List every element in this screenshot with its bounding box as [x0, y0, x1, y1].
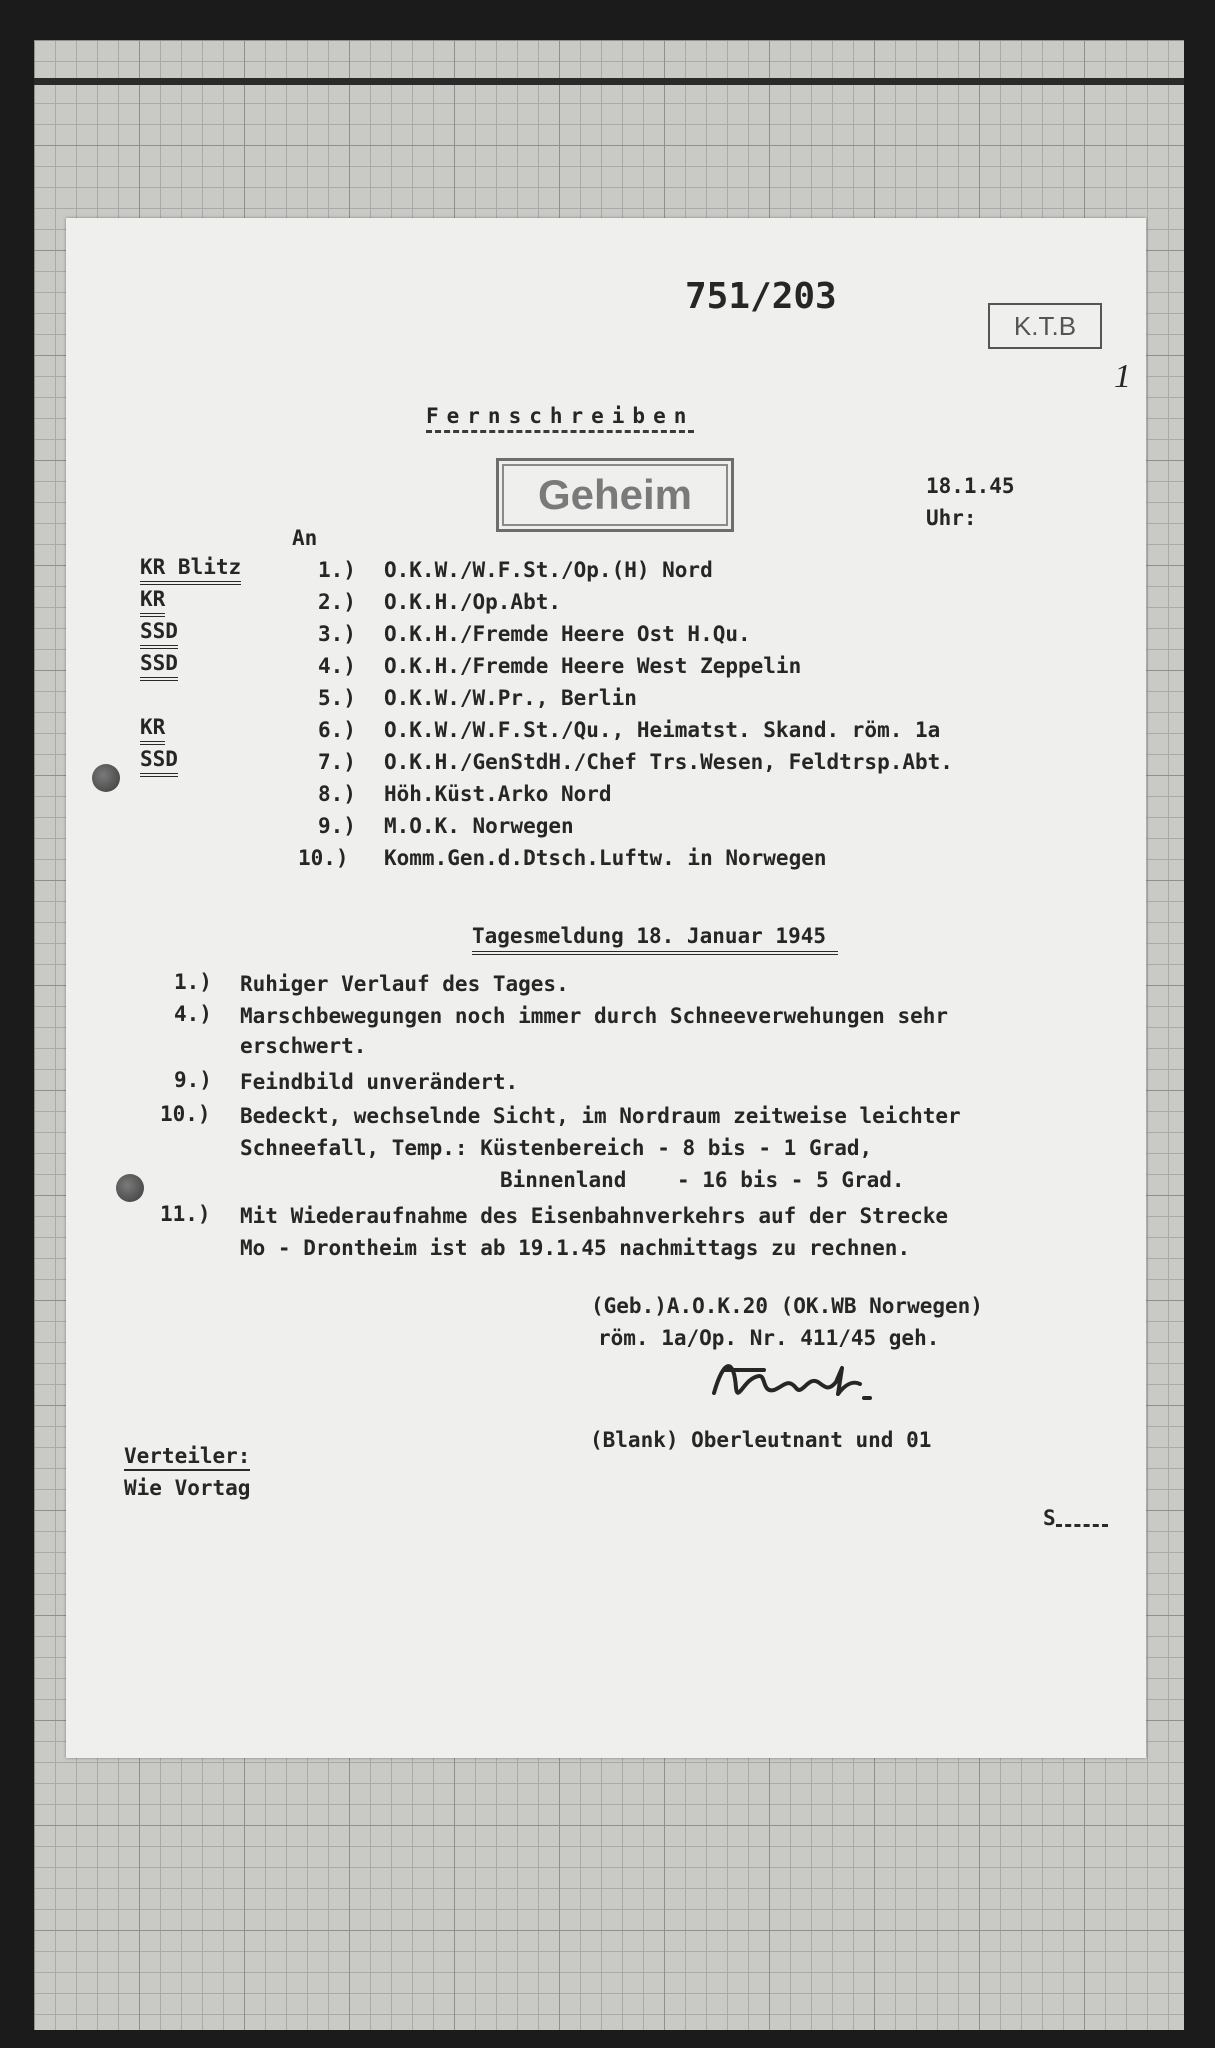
item-text: erschwert.	[240, 1034, 367, 1058]
recipient-number: 7.)	[318, 750, 356, 774]
item-number: 4.)	[174, 1002, 212, 1026]
priority-code: KR Blitz	[140, 555, 241, 585]
priority-code: SSD	[140, 619, 178, 649]
recipient: O.K.H./Fremde Heere Ost H.Qu.	[384, 622, 751, 646]
priority-code: SSD	[140, 747, 178, 777]
sender-unit: (Geb.)A.O.K.20 (OK.WB Norwegen)	[591, 1294, 983, 1318]
initial-line	[1056, 1524, 1108, 1527]
item-text: Binnenland - 16 bis - 5 Grad.	[500, 1168, 905, 1192]
handwritten-signature	[704, 1348, 904, 1418]
priority-code: KR	[140, 587, 165, 617]
sender-reference: röm. 1a/Op. Nr. 411/45 geh.	[598, 1326, 940, 1350]
item-number: 10.)	[160, 1102, 211, 1126]
time-label: Uhr:	[926, 506, 977, 530]
punch-hole	[92, 764, 120, 792]
recipient-number: 9.)	[318, 814, 356, 838]
item-number: 9.)	[174, 1068, 212, 1092]
recipient: O.K.H./GenStdH./Chef Trs.Wesen, Feldtrsp.Abt.	[384, 750, 953, 774]
page-mark: 1	[1114, 358, 1131, 395]
recipient: O.K.H./Fremde Heere West Zeppelin	[384, 654, 802, 678]
item-number: 1.)	[174, 970, 212, 994]
recipient-number: 1.)	[318, 558, 356, 582]
document-heading: Fernschreiben	[426, 404, 694, 433]
recipient: Komm.Gen.d.Dtsch.Luftw. in Norwegen	[384, 846, 827, 870]
item-text: Feindbild unverändert.	[240, 1070, 519, 1094]
recipient: Höh.Küst.Arko Nord	[384, 782, 612, 806]
recipient: O.K.W./W.F.St./Qu., Heimatst. Skand. röm. 1a	[384, 718, 941, 742]
telex-document	[66, 218, 1146, 1758]
item-text: Mo - Drontheim ist ab 19.1.45 nachmittags zu rechnen.	[240, 1236, 911, 1260]
recipient: O.K.H./Op.Abt.	[384, 590, 562, 614]
subject-line: Tagesmeldung 18. Januar 1945	[472, 924, 838, 955]
item-text: Bedeckt, wechselnde Sicht, im Nordraum zeitweise leichter	[240, 1104, 961, 1128]
to-label: An	[292, 526, 318, 550]
recipient-number: 3.)	[318, 622, 356, 646]
geheim-stamp: Geheim	[496, 458, 734, 532]
recipient: O.K.W./W.F.St./Op.(H) Nord	[384, 558, 713, 582]
priority-code: KR	[140, 715, 165, 745]
signatory-line: (Blank) Oberleutnant und 01	[590, 1428, 932, 1452]
item-text: Mit Wiederaufnahme des Eisenbahnverkehrs auf der Strecke	[240, 1204, 949, 1228]
ktb-stamp: K.T.B	[988, 303, 1102, 349]
priority-code: SSD	[140, 651, 178, 681]
recipient-number: 4.)	[318, 654, 356, 678]
recipient-number: 5.)	[318, 686, 356, 710]
document-number: 751/203	[685, 276, 837, 317]
recipient-number: 8.)	[318, 782, 356, 806]
item-text: Marschbewegungen noch immer durch Schneeverwehungen sehr	[240, 1004, 949, 1028]
grid-paper-edge	[34, 78, 1184, 85]
punch-hole	[116, 1174, 144, 1202]
item-text: Ruhiger Verlauf des Tages.	[240, 972, 569, 996]
recipient-number: 2.)	[318, 590, 356, 614]
recipient: O.K.W./W.Pr., Berlin	[384, 686, 637, 710]
initial-mark: S	[1043, 1506, 1056, 1530]
recipient-number: 6.)	[318, 718, 356, 742]
recipient-number: 10.)	[298, 846, 349, 870]
recipient: M.O.K. Norwegen	[384, 814, 574, 838]
item-text: Schneefall, Temp.: Küstenbereich - 8 bis - 1 Grad,	[240, 1136, 873, 1160]
distribution-value: Wie Vortag	[124, 1476, 251, 1500]
item-number: 11.)	[160, 1202, 211, 1226]
distribution-label: Verteiler:	[124, 1444, 250, 1471]
date: 18.1.45	[926, 474, 1015, 498]
